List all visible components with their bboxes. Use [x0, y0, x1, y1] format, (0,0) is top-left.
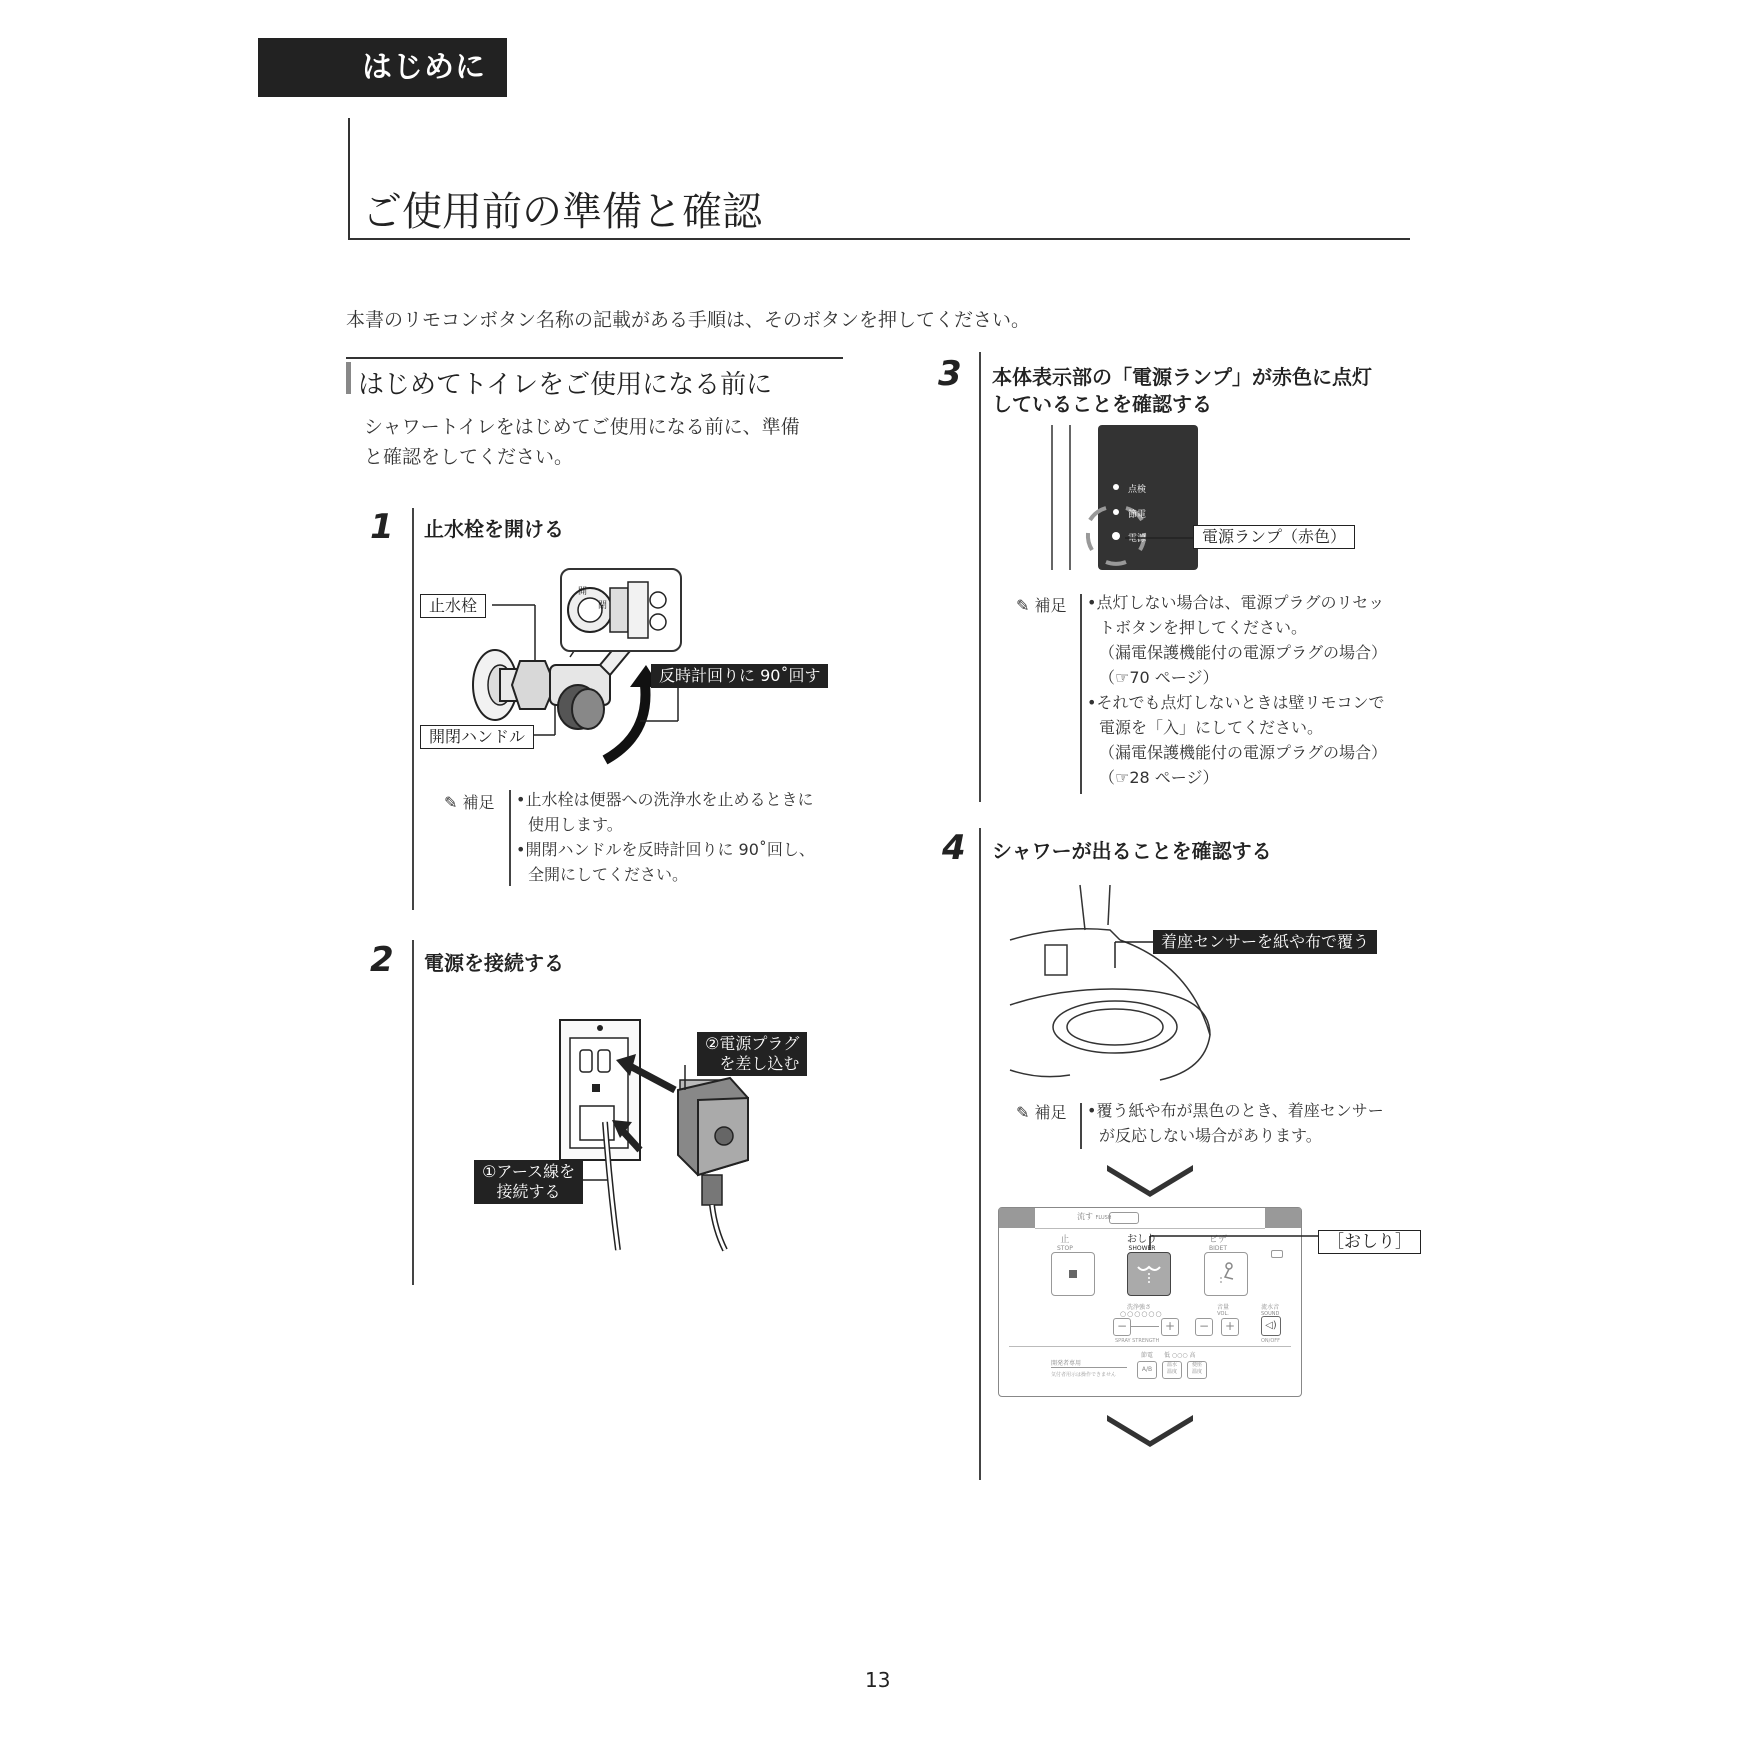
note-line: 全開にしてください。	[528, 865, 689, 884]
remote-user-note: 開発者専用	[1051, 1360, 1082, 1367]
inset-close-mark: 閉	[598, 601, 608, 611]
valve-inset	[560, 568, 682, 652]
remote-corner-right	[1265, 1208, 1301, 1228]
toilet-illustration	[1010, 885, 1230, 1085]
rotate-leader	[640, 676, 680, 726]
remote-level-dots: 低 ○○○ 高	[1164, 1352, 1196, 1359]
down-arrow-icon	[1107, 1415, 1193, 1447]
label-earth: ①アース線を 接続する	[474, 1160, 583, 1204]
lamp-leader	[1125, 536, 1195, 546]
oshiri-leader	[1150, 1232, 1320, 1252]
remote-sound-label: 流水音 SOUND	[1261, 1304, 1280, 1317]
label-valve: 止水栓	[420, 594, 486, 618]
panel-label-b: 節電	[1128, 510, 1147, 520]
note-line: が反応しない場合があります。	[1099, 1126, 1322, 1145]
remote-stop-button[interactable]	[1051, 1252, 1095, 1296]
step-3-notes	[1087, 590, 1417, 790]
earth-leader	[580, 1175, 610, 1185]
note-line: 電源を「入」にしてください。	[1099, 718, 1324, 737]
step-2-rule	[412, 940, 414, 1285]
note-line: •それでも点灯しないときは壁リモコンで	[1087, 693, 1385, 712]
bidet-icon	[1215, 1261, 1239, 1287]
step-1-rule	[412, 508, 414, 910]
note-line: •覆う紙や布が黒色のとき、着座センサー	[1087, 1101, 1384, 1120]
step-3-title-line2: していることを確認する	[992, 392, 1212, 416]
remote-volume-label: 音量 VOL.	[1217, 1304, 1230, 1317]
label-sensor: 着座センサーを紙や布で覆う	[1153, 930, 1377, 954]
step-4-title: シャワーが出ることを確認する	[992, 839, 1272, 863]
down-arrow-icon	[1107, 1165, 1193, 1197]
shower-icon	[1136, 1263, 1162, 1285]
note-line: （漏電保護機能付の電源プラグの場合）	[1099, 743, 1388, 762]
step-2-number: 2	[370, 940, 394, 980]
remote-stop-label: 止 STOP	[1057, 1235, 1073, 1252]
step-1-notes	[516, 787, 846, 887]
subsection-description-line1: シャワートイレをはじめてご使用になる前に、準備	[364, 416, 800, 438]
step-4-note-separator	[1080, 1103, 1082, 1149]
note-line: トボタンを押してください。	[1099, 618, 1308, 637]
remote-seat-temp-button[interactable]: 便座 温度	[1187, 1361, 1207, 1379]
label-oshiri: ［おしり］	[1318, 1230, 1421, 1254]
remote-strength-plus[interactable]: +	[1161, 1318, 1179, 1336]
remote-bidet-button[interactable]	[1204, 1252, 1248, 1296]
subsection-description-line2: と確認をしてください。	[364, 446, 574, 468]
remote-power-save-label: 節電	[1141, 1352, 1154, 1359]
step-1-note-label: ✎ 補足	[444, 793, 495, 812]
note-line: 使用します。	[528, 815, 623, 834]
step-3-rule	[979, 352, 981, 802]
label-plug: ②電源プラグ を差し込む	[697, 1032, 807, 1076]
note-line: •点灯しない場合は、電源プラグのリセッ	[1087, 593, 1385, 612]
subsection-description	[364, 412, 854, 472]
step-4-notes	[1087, 1098, 1417, 1148]
stop-icon	[1069, 1270, 1077, 1278]
pencil-icon: ✎	[444, 793, 458, 812]
remote-user-note-rule	[1051, 1367, 1127, 1368]
panel-label-a: 点検	[1128, 485, 1147, 495]
label-power-lamp: 電源ランプ（赤色）	[1193, 525, 1355, 549]
note-line: （☞70 ページ）	[1099, 668, 1219, 687]
sensor-leader	[1115, 940, 1155, 970]
step-3-number: 3	[938, 354, 962, 394]
remote-divider	[1009, 1346, 1291, 1347]
remote-top-strip	[1035, 1208, 1265, 1229]
remote-strength-minus[interactable]: −	[1113, 1318, 1131, 1336]
step-4-note-label: ✎ 補足	[1016, 1103, 1067, 1122]
step-4-rule	[979, 828, 981, 1480]
label-rotate: 反時計回りに 90˚回す	[651, 664, 828, 688]
note-line: •開閉ハンドルを反時計回りに 90˚回し、	[516, 840, 815, 859]
step-1-note-separator	[509, 790, 511, 886]
pencil-icon: ✎	[1016, 1103, 1030, 1122]
remote-strength-label: 洗浄強さ	[1127, 1304, 1152, 1311]
remote-flush-label: 流す FLUSH	[1077, 1212, 1112, 1221]
step-3-title-line1: 本体表示部の「電源ランプ」が赤色に点灯	[992, 365, 1372, 389]
intro-text: 本書のリモコンボタン名称の記載がある手順は、そのボタンを押してください。	[346, 309, 1031, 331]
remote-user-note-sub: 気付者用示は操作できません	[1051, 1372, 1117, 1378]
remote-flush-button[interactable]	[1109, 1212, 1139, 1224]
page-title: ご使用前の準備と確認	[362, 189, 762, 235]
step-2-title: 電源を接続する	[424, 951, 564, 975]
step-1-number: 1	[370, 507, 394, 547]
note-line: •止水栓は便器への洗浄水を止めるときに	[516, 790, 814, 809]
subsection-bar	[346, 362, 351, 394]
remote-shower-label: おしり SHOWER	[1127, 1234, 1157, 1252]
step-3-note-separator	[1080, 594, 1082, 794]
remote-volume-minus[interactable]: −	[1195, 1318, 1213, 1336]
label-handle: 開閉ハンドル	[420, 725, 534, 749]
speaker-icon[interactable]: ◁)	[1261, 1316, 1281, 1336]
remote-strength-bar	[1131, 1326, 1159, 1327]
remote-corner-left	[999, 1208, 1035, 1228]
step-1-title: 止水栓を開ける	[424, 517, 564, 541]
step-4-number: 4	[942, 828, 966, 868]
step-3-title	[992, 364, 1372, 418]
remote-shower-button[interactable]	[1127, 1252, 1171, 1296]
note-line: （漏電保護機能付の電源プラグの場合）	[1099, 643, 1388, 662]
subsection-heading: はじめてトイレをご使用になる前に	[358, 370, 773, 400]
remote-water-temp-button[interactable]: 温水 温度	[1162, 1361, 1182, 1379]
note-line: （☞28 ページ）	[1099, 768, 1219, 787]
remote-strength-dots: ○○○○○○	[1120, 1310, 1163, 1318]
pencil-icon: ✎	[1016, 596, 1030, 615]
remote-onoff-label: ON/OFF	[1261, 1338, 1281, 1344]
page-number: 13	[865, 1668, 891, 1692]
title-vertical-rule	[348, 118, 350, 240]
panel-illustration	[1040, 425, 1220, 575]
subsection-rule	[346, 357, 843, 359]
title-horizontal-rule	[348, 238, 1410, 240]
section-tag: はじめに	[258, 38, 507, 97]
step-3-note-label: ✎ 補足	[1016, 596, 1067, 615]
remote-strength-en: SPRAY STRENGTH	[1115, 1338, 1160, 1344]
remote-bidet-label: ビデ BIDET	[1209, 1235, 1228, 1252]
remote-ab-button[interactable]: A/B	[1137, 1361, 1157, 1379]
remote-volume-plus[interactable]: +	[1221, 1318, 1239, 1336]
inset-open-mark: 開	[578, 587, 588, 597]
panel-label-c: 電源	[1128, 534, 1147, 544]
